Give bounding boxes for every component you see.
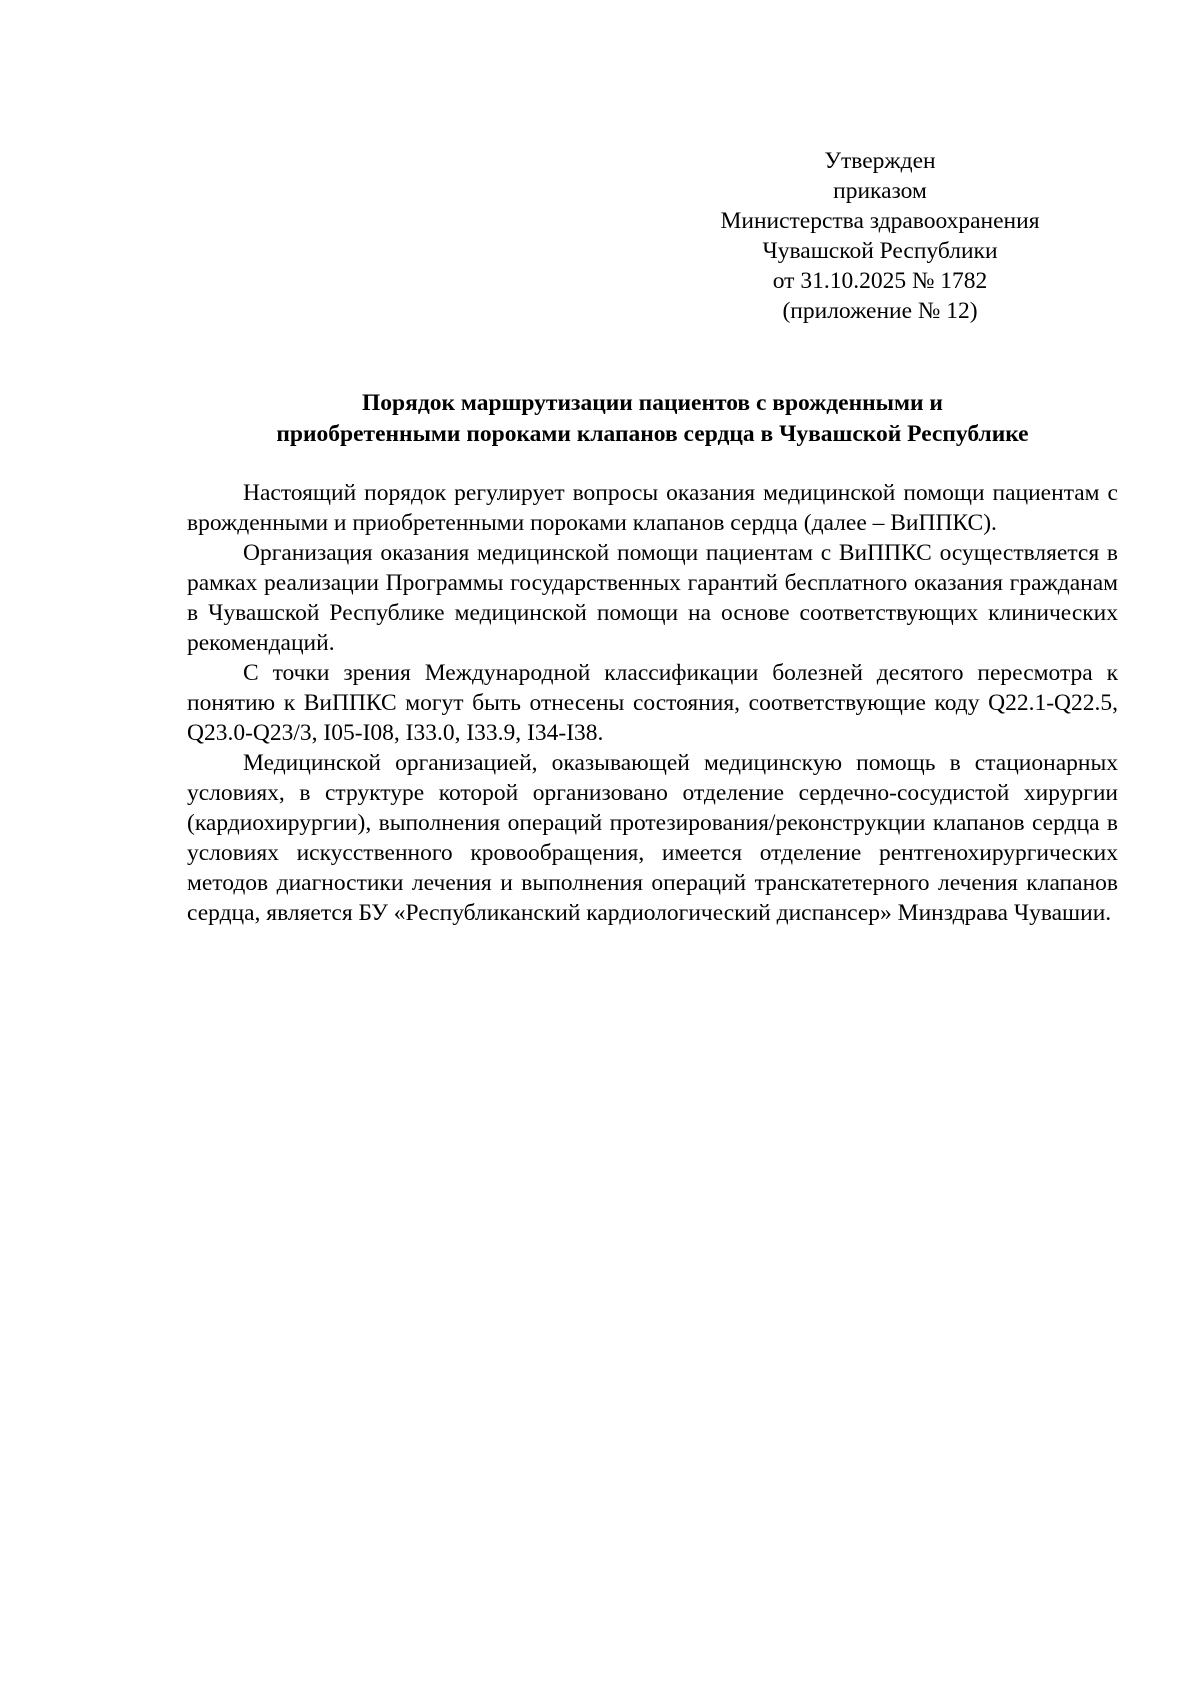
document-title-line-2: приобретенными пороками клапанов сердца в Чувашской Республике: [276, 421, 1029, 447]
approval-line-approved: Утвержден: [824, 148, 936, 174]
approval-line-date-number: от 31.10.2025 № 1782: [772, 268, 988, 294]
paragraph-icd-codes: С точки зрения Международной классификации болезней десятого пересмотра к понятию к ВиППКС могут быть отнесены состояния, соответствующие коду Q22.1-Q22.5, Q23.0-Q23/3, I05-I08, I33.0, I33.9, I34-I38.: [187, 660, 1118, 746]
document-body: [187, 478, 1118, 928]
approval-line-order: приказом: [833, 178, 927, 204]
approval-stamp-block: [690, 146, 1070, 326]
approval-line-appendix: (приложение № 12): [782, 298, 978, 324]
paragraph-medical-organization: Медицинской организацией, оказывающей медицинскую помощь в стационарных условиях, в структуре которой организовано отделение сердечно-сосудистой хирургии (кардиохирургии), выполнения операций протезирования/реконструкции клапанов сердца в условиях искусственного кровообращения, имеется отделение рентгенохирургических методов диагностики лечения и выполнения операций транскатетерного лечения клапанов сердца, является БУ «Республиканский кардиологический диспансер» Минздрава Чувашии.: [187, 750, 1118, 926]
document-title-line-1: Порядок маршрутизации пациентов с врожденными и: [362, 390, 943, 416]
approval-line-ministry: Министерства здравоохранения: [720, 208, 1040, 234]
paragraph-organization: Организация оказания медицинской помощи пациентам с ВиППКС осуществляется в рамках реализации Программы государственных гарантий бесплатного оказания гражданам в Чувашской Республике медицинской помощи на основе соответствующих клинических рекомендаций.: [187, 540, 1118, 656]
paragraph-scope: Настоящий порядок регулирует вопросы оказания медицинской помощи пациентам с врожденными и приобретенными пороками клапанов сердца (далее – ВиППКС).: [187, 480, 1118, 536]
document-title: [187, 388, 1118, 450]
approval-line-republic: Чувашской Республики: [762, 238, 998, 264]
